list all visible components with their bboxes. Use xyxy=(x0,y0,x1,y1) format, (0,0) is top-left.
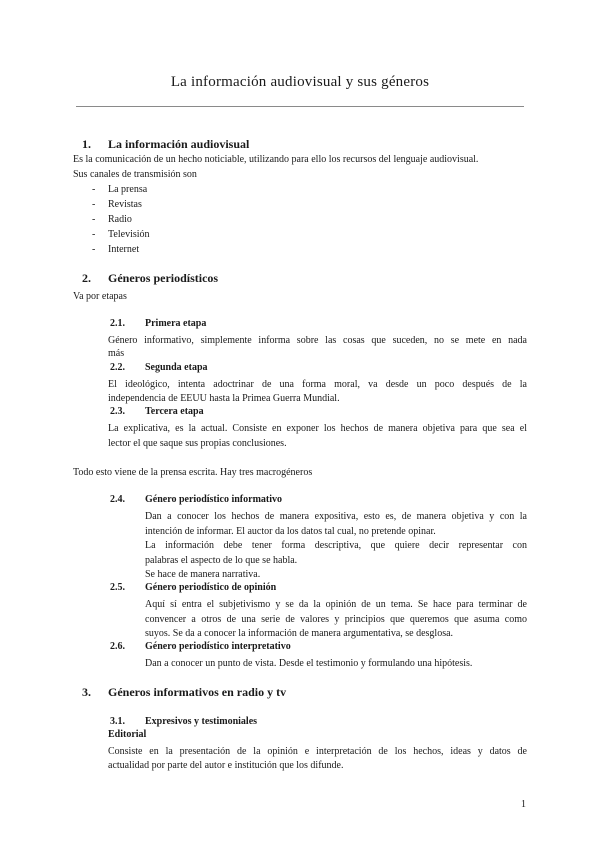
list-bullet: - xyxy=(92,214,96,225)
subsection-text-line: palabras el aspecto de lo que se habla. xyxy=(145,555,298,566)
subsection-number: 2.2. xyxy=(110,362,125,373)
list-item: Revistas xyxy=(108,199,142,210)
subsection-number: 2.4. xyxy=(110,494,125,505)
section-1-number: 1. xyxy=(82,137,91,151)
subsection-text-line: La explicativa, es la actual. Consiste en exponer los hechos de manera objetiva para que sea el xyxy=(108,423,527,434)
subsection-number: 2.6. xyxy=(110,641,125,652)
subsection-title: Género periodístico de opinión xyxy=(145,582,277,593)
subsection-text-line: más xyxy=(108,348,125,359)
subsection-text-line: Aquí sí entra el subjetivismo y se da la opinión de un tema. Se hace para terminar de xyxy=(145,599,527,610)
section-3-number: 3. xyxy=(82,685,91,699)
list-bullet: - xyxy=(92,244,96,255)
subsection-text-line: actualidad por parte del autor e institución que los difunde. xyxy=(108,760,344,771)
subsection-text-line: intención de informar. El auctor da los datos tal cual, no pretende opinar. xyxy=(145,526,436,537)
bridge-text: Todo esto viene de la prensa escrita. Hay tres macrogéneros xyxy=(73,467,313,478)
subsection-text-line: La información debe tener forma descriptiva, que quiere decir representar con xyxy=(145,540,527,551)
subsection-number: 3.1. xyxy=(110,716,125,727)
section-1-text-line-2: Sus canales de transmisión son xyxy=(73,169,197,180)
subsection-text-line: Género informativo, simplemente informa sobre las cosas que suceden, no se mete en nada xyxy=(108,335,527,346)
title-divider xyxy=(76,106,524,107)
list-item: Internet xyxy=(108,244,140,255)
page-number: 1 xyxy=(521,799,526,810)
subsection-text-line: Se hace de manera narrativa. xyxy=(145,569,261,580)
list-bullet: - xyxy=(92,184,96,195)
list-item: Radio xyxy=(108,214,132,225)
subsection-text-line: El ideológico, intenta adoctrinar de una forma moral, va desde un poco después de la xyxy=(108,379,527,390)
section-1-text-line-1: Es la comunicación de un hecho noticiable, utilizando para ello los recursos del lenguaje audiovisual. xyxy=(73,154,479,165)
subsection-text-line: convencer a otros de una serie de valores y principios que queremos que asuma como xyxy=(145,614,527,625)
subsection-title: Género periodístico interpretativo xyxy=(145,641,291,652)
section-2-number: 2. xyxy=(82,271,91,285)
subsection-text-line: Consiste en la presentación de la opinión e interpretación de los hechos, ideas y datos de xyxy=(108,746,527,757)
subsection-title: Expresivos y testimoniales xyxy=(145,716,258,727)
subsection-text-line: independencia de EEUU hasta la Primea Guerra Mundial. xyxy=(108,393,340,404)
section-2-intro: Va por etapas xyxy=(73,291,127,302)
subsection-number: 2.5. xyxy=(110,582,125,593)
subsection-text-line: Dan a conocer los hechos de manera expositiva, esto es, de manera objetiva y con la xyxy=(145,511,527,522)
subsubsection-title: Editorial xyxy=(108,729,147,740)
subsection-title: Primera etapa xyxy=(145,318,207,329)
section-1-heading: La información audiovisual xyxy=(108,137,250,151)
subsection-title: Tercera etapa xyxy=(145,406,204,417)
list-item: La prensa xyxy=(108,184,148,195)
subsection-text-line: lector el que saque sus propias conclusiones. xyxy=(108,438,287,449)
list-bullet: - xyxy=(92,199,96,210)
subsection-number: 2.1. xyxy=(110,318,125,329)
subsection-title: Segunda etapa xyxy=(145,362,208,373)
subsection-text-line: Dan a conocer un punto de vista. Desde el testimonio y formulando una hipótesis. xyxy=(145,658,473,669)
list-item: Televisión xyxy=(108,229,150,240)
section-2-heading: Géneros periodísticos xyxy=(108,271,219,285)
document-title: La información audiovisual y sus géneros xyxy=(170,74,430,90)
subsection-number: 2.3. xyxy=(110,406,125,417)
subsection-title: Género periodístico informativo xyxy=(145,494,283,505)
section-3-heading: Géneros informativos en radio y tv xyxy=(108,685,287,699)
subsection-text-line: suyos. Se da a conocer la información de manera argumentativa, se desglosa. xyxy=(145,628,454,639)
list-bullet: - xyxy=(92,229,96,240)
